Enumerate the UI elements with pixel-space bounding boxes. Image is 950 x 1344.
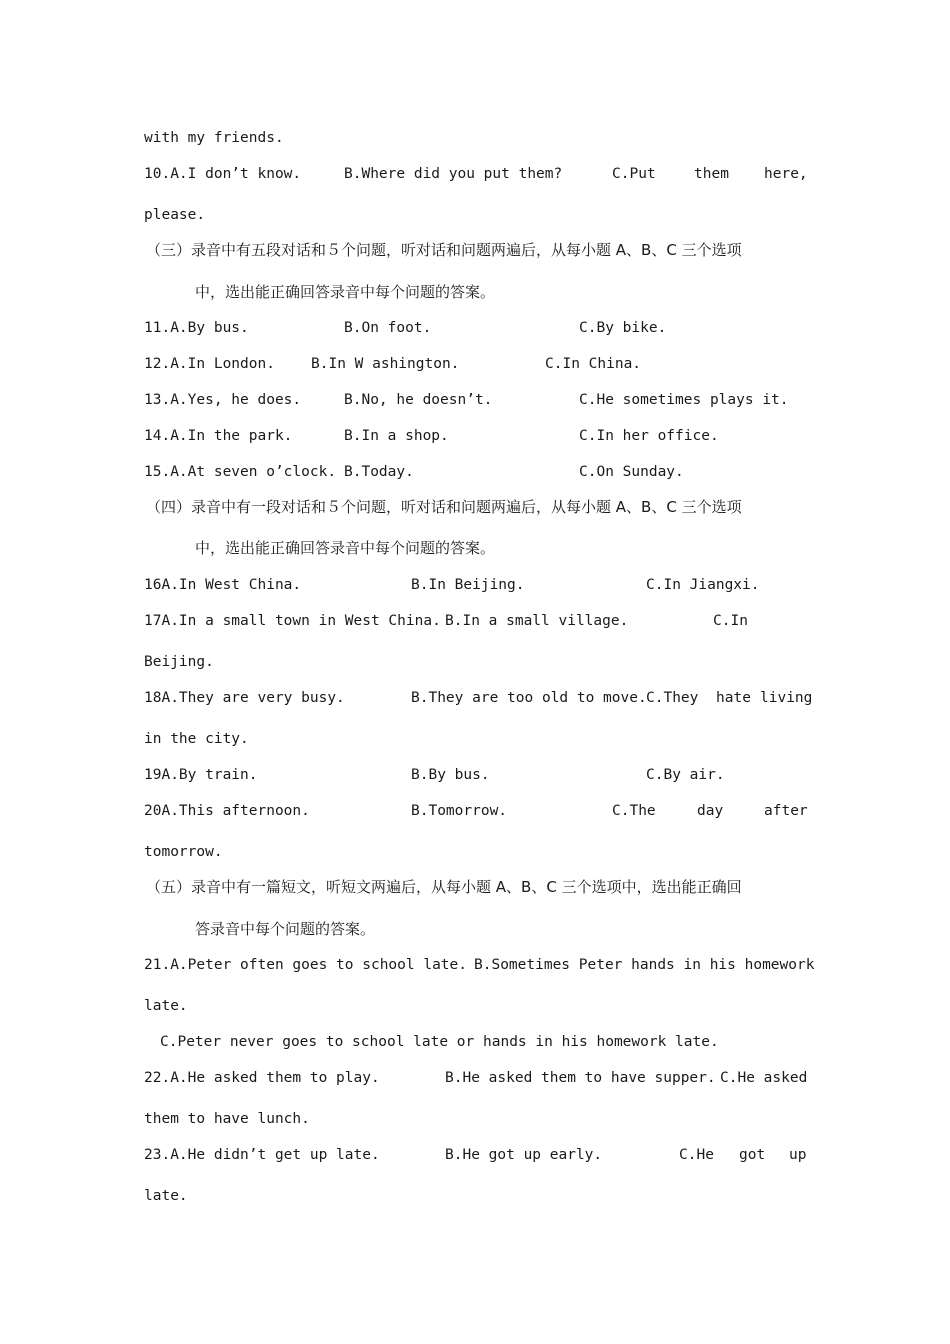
- question-14: [144, 426, 806, 446]
- option-c: C.In: [713, 613, 748, 629]
- question-19: [144, 765, 806, 785]
- option-c: C.He sometimes plays it.: [579, 392, 789, 408]
- option-c-word: C.Put: [612, 166, 656, 182]
- option-a: 11.A.By bus.: [144, 320, 249, 336]
- text-line: with my friends.: [144, 130, 284, 146]
- option-a: 12.A.In London.: [144, 356, 275, 372]
- option-c: C.Peter never goes to school late or hands in his homework late.: [160, 1034, 719, 1050]
- text-line: late.: [144, 1188, 188, 1204]
- option-a: 17A.In a small town in West China.: [144, 613, 441, 629]
- option-c: C.In her office.: [579, 428, 719, 444]
- option-a: 13.A.Yes, he does.: [144, 392, 302, 408]
- option-b: B.In a shop.: [344, 428, 449, 444]
- section-heading: （五）录音中有一篇短文，听短文两遍后，从每小题 A、B、C 三个选项中，选出能正确回: [146, 878, 742, 896]
- question-22: [144, 1068, 806, 1088]
- option-b: B.On foot.: [344, 320, 432, 336]
- section-heading-cont: 中，选出能正确回答录音中每个问题的答案。: [195, 283, 496, 301]
- option-b: B.Sometimes Peter hands in his homework: [474, 957, 815, 973]
- question-10: [144, 164, 806, 184]
- text-line: please.: [144, 207, 206, 223]
- option-c-word: up: [789, 1147, 807, 1163]
- option-a: 14.A.In the park.: [144, 428, 293, 444]
- question-20: [144, 801, 806, 821]
- text-line: them to have lunch.: [144, 1111, 310, 1127]
- option-c: C.By bike.: [579, 320, 667, 336]
- option-c-word: them: [694, 166, 729, 182]
- option-b: B.By bus.: [411, 767, 490, 783]
- question-13: [144, 390, 806, 410]
- option-b: B.No, he doesn’t.: [344, 392, 493, 408]
- option-b: B.Where did you put them?: [344, 166, 563, 182]
- question-15: [144, 462, 806, 482]
- option-b: B.Tomorrow.: [411, 803, 508, 819]
- section-heading-cont: 中，选出能正确回答录音中每个问题的答案。: [195, 539, 496, 557]
- question-23: [144, 1145, 806, 1165]
- option-c: C.On Sunday.: [579, 464, 684, 480]
- text-line: late.: [144, 998, 188, 1014]
- option-c-word: living: [760, 690, 813, 706]
- option-b: B.Today.: [344, 464, 414, 480]
- section-heading: （四）录音中有一段对话和５个问题，听对话和问题两遍后，从每小题 A、B、C 三个选项: [146, 498, 742, 516]
- option-c-word: after: [764, 803, 808, 819]
- option-b: B.In W ashington.: [311, 356, 460, 372]
- section-heading: （三）录音中有五段对话和５个问题，听对话和问题两遍后，从每小题 A、B、C 三个选项: [146, 241, 742, 259]
- option-c-word: hate: [716, 690, 751, 706]
- text-line: in the city.: [144, 731, 249, 747]
- option-b: B.He asked them to have supper.: [445, 1070, 716, 1086]
- text-line: Beijing.: [144, 654, 214, 670]
- option-c-word: C.He: [679, 1147, 714, 1163]
- text-line: tomorrow.: [144, 844, 223, 860]
- option-a: 10.A.I don’t know.: [144, 166, 302, 182]
- option-a: 19A.By train.: [144, 767, 258, 783]
- option-c-word: C.The: [612, 803, 656, 819]
- option-c-word: C.They: [646, 690, 699, 706]
- question-21: [144, 955, 815, 975]
- option-c: C.In Jiangxi.: [646, 577, 760, 593]
- option-a: 21.A.Peter often goes to school late.: [144, 957, 468, 973]
- section-heading-cont: 答录音中每个问题的答案。: [195, 920, 376, 938]
- option-c-word: day: [697, 803, 724, 819]
- option-a: 20A.This afternoon.: [144, 803, 310, 819]
- option-c: C.In China.: [545, 356, 642, 372]
- option-a: 22.A.He asked them to play.: [144, 1070, 380, 1086]
- option-a: 18A.They are very busy.: [144, 690, 345, 706]
- option-a: 23.A.He didn’t get up late.: [144, 1147, 380, 1163]
- option-a: 16A.In West China.: [144, 577, 302, 593]
- option-b: B.In Beijing.: [411, 577, 525, 593]
- question-11: [144, 318, 806, 338]
- option-c: C.By air.: [646, 767, 725, 783]
- option-b: B.In a small village.: [445, 613, 629, 629]
- option-c-word: here,: [764, 166, 808, 182]
- option-c-word: got: [739, 1147, 766, 1163]
- question-17: [144, 611, 806, 631]
- question-12: [144, 354, 806, 374]
- option-a: 15.A.At seven o’clock.: [144, 464, 337, 480]
- question-16: [144, 575, 806, 595]
- option-b: B.He got up early.: [445, 1147, 603, 1163]
- question-18: [144, 688, 813, 708]
- option-b: B.They are too old to move.: [411, 690, 647, 706]
- option-c: C.He asked: [720, 1070, 808, 1086]
